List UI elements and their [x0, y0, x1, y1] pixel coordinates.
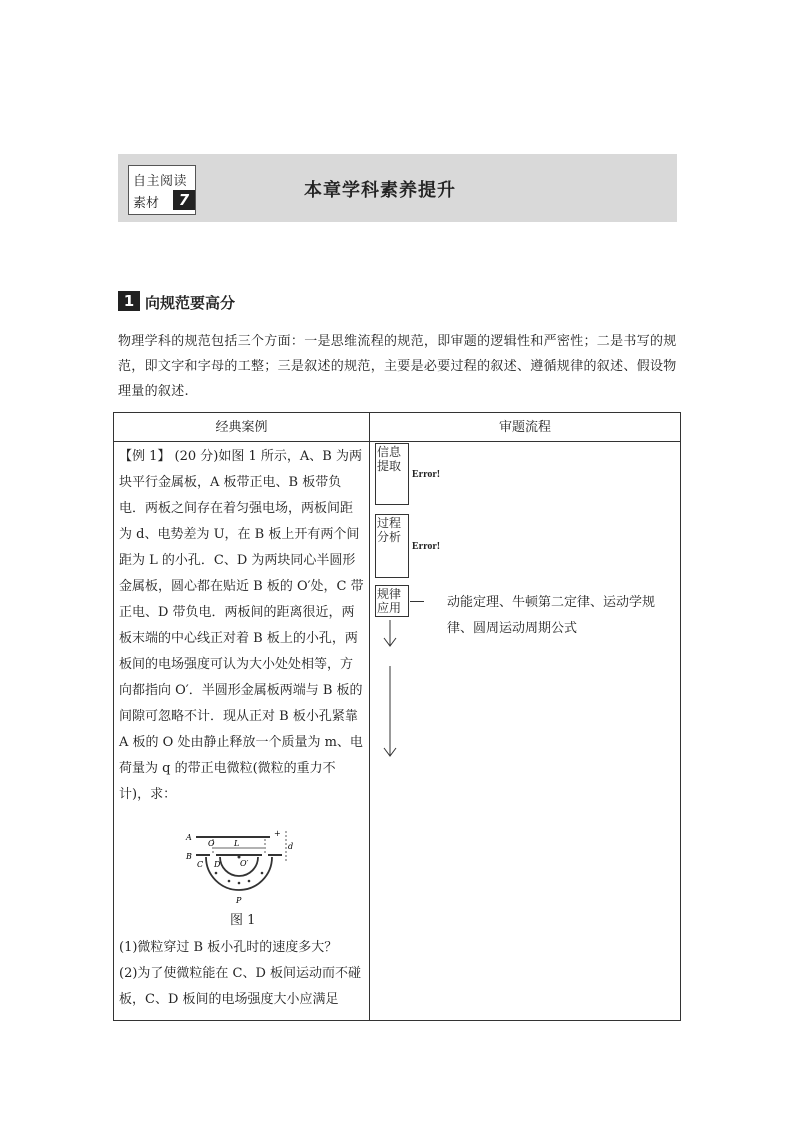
column-header-flow: 审题流程	[498, 420, 551, 435]
reading-badge	[128, 165, 196, 215]
case-score: (20 分)	[174, 449, 219, 464]
label-o-prime: O′	[240, 859, 249, 868]
label-l: L	[234, 839, 240, 848]
case-text	[119, 444, 365, 808]
plates-diagram	[184, 829, 304, 907]
section-number: 1	[118, 291, 140, 311]
badge-line2: 素材	[133, 196, 160, 211]
label-b: B	[186, 852, 192, 861]
field-dot	[238, 882, 241, 885]
header-banner	[118, 154, 677, 222]
label-plus: +	[274, 829, 281, 838]
flow-error-1: Error!	[412, 469, 441, 480]
case-label: 【例 1】	[119, 449, 171, 464]
question-2: (2)为了使微粒能在 C、D 板间运动而不碰板，C、D 板间的电场强度大小应满足	[119, 966, 362, 1007]
flow-rules-text: 动能定理、牛顿第二定律、运动学规律、圆周运动周期公式	[447, 595, 656, 636]
plate-d	[220, 857, 258, 876]
case-body: 如图 1 所示，A、B 为两块平行金属板，A 板带正电、B 板带负电．两板之间存在着匀强电场，两板间距为 d、电势差为 U，在 B 板上开有两个间距为 L 的小孔．C、D 为两块同心半圆形金属板，圆心都在贴近 B 板的 O′处，C 带正电、D 带负电．两板间的距离很近，两板末端的中心线正对着 B 板上的小孔，两板间的电场强度可认为大小处处相等，方向都指向 O′．半圆形金属板两端与 B 板的间隙可忽略不计．现从正对 B 板小孔紧靠 A 板的 O 处由静止释放一个质量为 m、电荷量为 q 的带正电微粒(微粒的重力不计)，求：	[119, 449, 364, 802]
intro-paragraph: 物理学科的规范包括三个方面：一是思维流程的规范，即审题的逻辑性和严密性；二是书写的规范，即文字和字母的工整；三是叙述的规范，主要是必要过程的叙述、遵循规律的叙述、假设物理量的叙述.	[118, 334, 677, 399]
label-a: A	[186, 833, 192, 842]
label-c: C	[197, 860, 204, 869]
table-divider-vertical	[369, 413, 370, 1020]
flow-box-info: 信息提取	[375, 443, 409, 505]
field-dot	[215, 872, 218, 875]
badge-line1: 自主阅读	[133, 174, 188, 189]
field-dot	[261, 872, 264, 875]
label-p: P	[236, 896, 242, 905]
flow-box-rules: 规律应用	[375, 585, 409, 617]
label-d-distance: d	[288, 842, 294, 851]
label-o: O	[208, 839, 215, 848]
field-dot	[248, 880, 251, 883]
questions	[119, 935, 365, 1013]
table-divider-horizontal	[114, 441, 680, 442]
flow-box-process: 过程分析	[375, 514, 409, 578]
badge-number: 7	[173, 190, 195, 210]
field-dot	[228, 880, 231, 883]
figure-caption: 图 1	[230, 913, 256, 928]
case-table	[113, 412, 681, 1021]
flow-error-2: Error!	[412, 541, 441, 552]
page-title: 本章学科素养提升	[304, 180, 456, 201]
column-header-case: 经典案例	[215, 420, 268, 435]
section-title: 向规范要高分	[145, 294, 236, 312]
question-1: (1)微粒穿过 B 板小孔时的速度多大？	[119, 940, 338, 955]
figure-1-diagram	[184, 829, 304, 907]
label-d: D	[214, 860, 221, 869]
flow-connector	[410, 601, 424, 602]
flow-down-arrows	[380, 618, 400, 758]
